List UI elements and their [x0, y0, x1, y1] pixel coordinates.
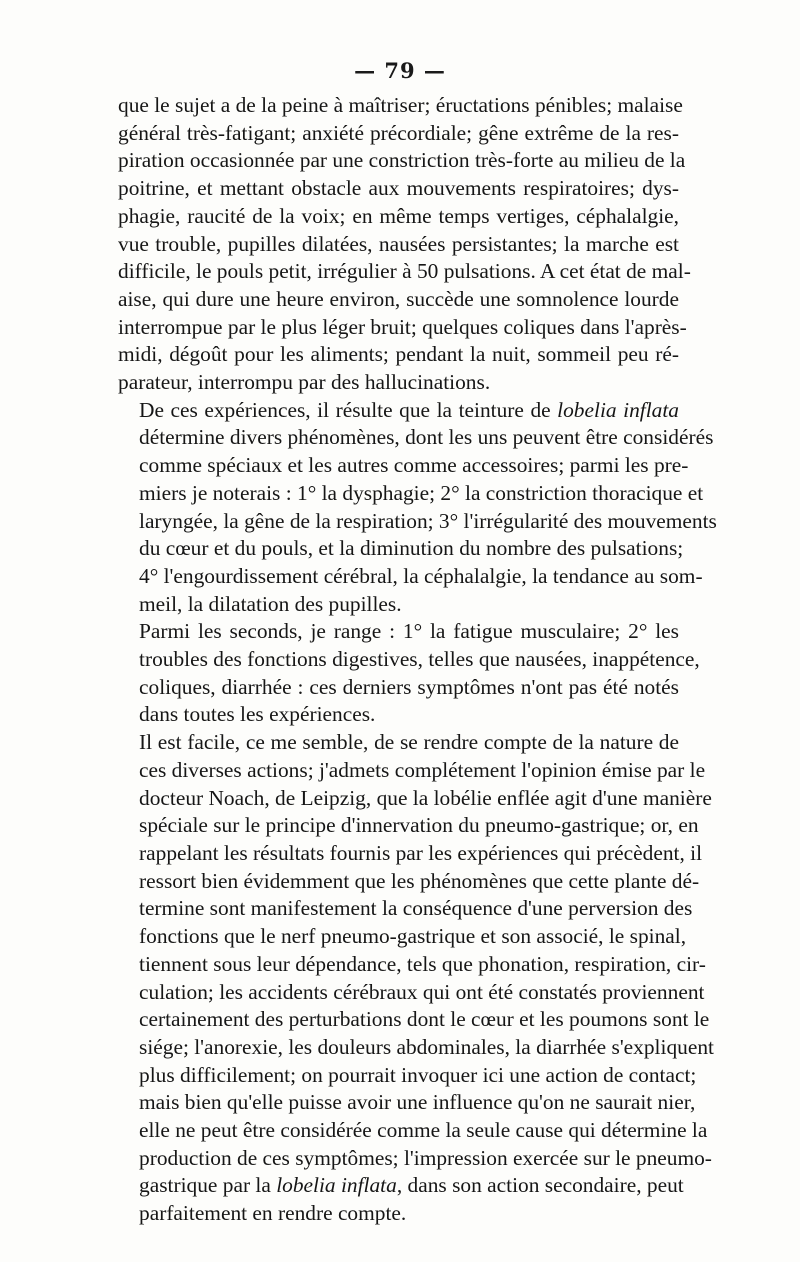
text-line: rappelant les résultats fournis par les expériences qui précèdent, il	[139, 840, 703, 865]
paragraph	[118, 729, 714, 1228]
text-line: mais bien qu'elle puisse avoir une influence qu'on ne saurait nier,	[139, 1090, 696, 1115]
text-line: culation; les accidents cérébraux qui ont été constatés proviennent	[139, 979, 705, 1004]
paragraph	[118, 397, 717, 619]
body-text	[118, 92, 717, 1228]
species-name: lobelia inflata	[276, 1173, 397, 1198]
text-line: Il est facile, ce me semble, de se rendre compte de la nature de	[139, 730, 679, 755]
text-line: que le sujet a de la peine à maîtriser; éructations pénibles; malaise	[118, 93, 683, 117]
text-line: interrompue par le plus léger bruit; quelques coliques dans l'après-	[118, 314, 687, 339]
text-line: termine sont manifestement la conséquence d'une perversion des	[139, 896, 693, 921]
text-line: comme spéciaux et les autres comme accessoires; parmi les pre-	[139, 453, 689, 478]
text-line: plus difficilement; on pourrait invoquer ici une action de contact;	[139, 1062, 697, 1087]
text-line: fonctions que le nerf pneumo-gastrique et son associé, le spinal,	[139, 924, 687, 949]
page-number: — 79 —	[354, 58, 446, 83]
text-line: parfaitement en rendre compte.	[139, 1201, 407, 1226]
text-line: tiennent sous leur dépendance, tels que phonation, respiration, cir-	[139, 951, 706, 976]
text-line: elle ne peut être considérée comme la seule cause qui détermine la	[139, 1118, 708, 1143]
text-line: vue trouble, pupilles dilatées, nausées persistantes; la marche est	[118, 231, 679, 256]
paragraph	[118, 92, 691, 397]
text-line: ressort bien évidemment que les phénomènes que cette plante dé-	[139, 868, 700, 893]
text-line: miers je noterais : 1° la dysphagie; 2° la constriction thoracique et	[139, 480, 704, 505]
text-line: difficile, le pouls petit, irrégulier à 50 pulsations. A cet état de mal-	[118, 259, 691, 284]
text-line: du cœur et du pouls, et la diminution du nombre des pulsations;	[139, 536, 684, 561]
text-line: certainement des perturbations dont le cœur et les poumons sont le	[139, 1007, 710, 1032]
text-line: Parmi les seconds, je range : 1° la fatigue musculaire; 2° les	[139, 619, 679, 644]
text-line: siége; l'anorexie, les douleurs abdominales, la diarrhée s'expliquent	[139, 1034, 714, 1059]
text-line: production de ces symptômes; l'impression exercée sur le pneumo-	[139, 1145, 712, 1170]
text-line: poitrine, et mettant obstacle aux mouvements respiratoires; dys-	[118, 176, 679, 201]
paragraph	[118, 618, 700, 729]
text-line: ces diverses actions; j'admets complétement l'opinion émise par le	[139, 757, 706, 782]
text-line: laryngée, la gêne de la respiration; 3° l'irrégularité des mouvements	[139, 508, 717, 533]
text-line: gastrique par la lobelia inflata, dans son action secondaire, peut	[139, 1173, 684, 1198]
text-line: général très-fatigant; anxiété précordiale; gêne extrême de la res-	[118, 120, 679, 145]
text-line: meil, la dilatation des pupilles.	[139, 591, 402, 616]
text-line: phagie, raucité de la voix; en même temps vertiges, céphalalgie,	[118, 203, 679, 228]
text-line: aise, qui dure une heure environ, succède une somnolence lourde	[118, 286, 679, 311]
text-line: dans toutes les expériences.	[139, 702, 376, 727]
text-line: spéciale sur le principe d'innervation du pneumo-gastrique; or, en	[139, 813, 699, 838]
species-name: lobelia inflata	[557, 397, 679, 422]
text-line: troubles des fonctions digestives, telles que nausées, inappétence,	[139, 647, 700, 672]
text-line: midi, dégoût pour les aliments; pendant la nuit, sommeil peu ré-	[118, 342, 679, 367]
text-line: coliques, diarrhée : ces derniers symptômes n'ont pas été notés	[139, 674, 679, 699]
text-line: parateur, interrompu par des hallucinations.	[118, 370, 491, 395]
text-line: piration occasionnée par une constriction très-forte au milieu de la	[118, 148, 686, 173]
text-line: 4° l'engourdissement cérébral, la céphalalgie, la tendance au som-	[139, 563, 703, 588]
text-line: détermine divers phénomènes, dont les uns peuvent être considérés	[139, 425, 714, 450]
text-line: docteur Noach, de Leipzig, que la lobélie enflée agit d'une manière	[139, 785, 712, 810]
text-line: De ces expériences, il résulte que la teinture de lobelia inflata	[139, 397, 679, 422]
